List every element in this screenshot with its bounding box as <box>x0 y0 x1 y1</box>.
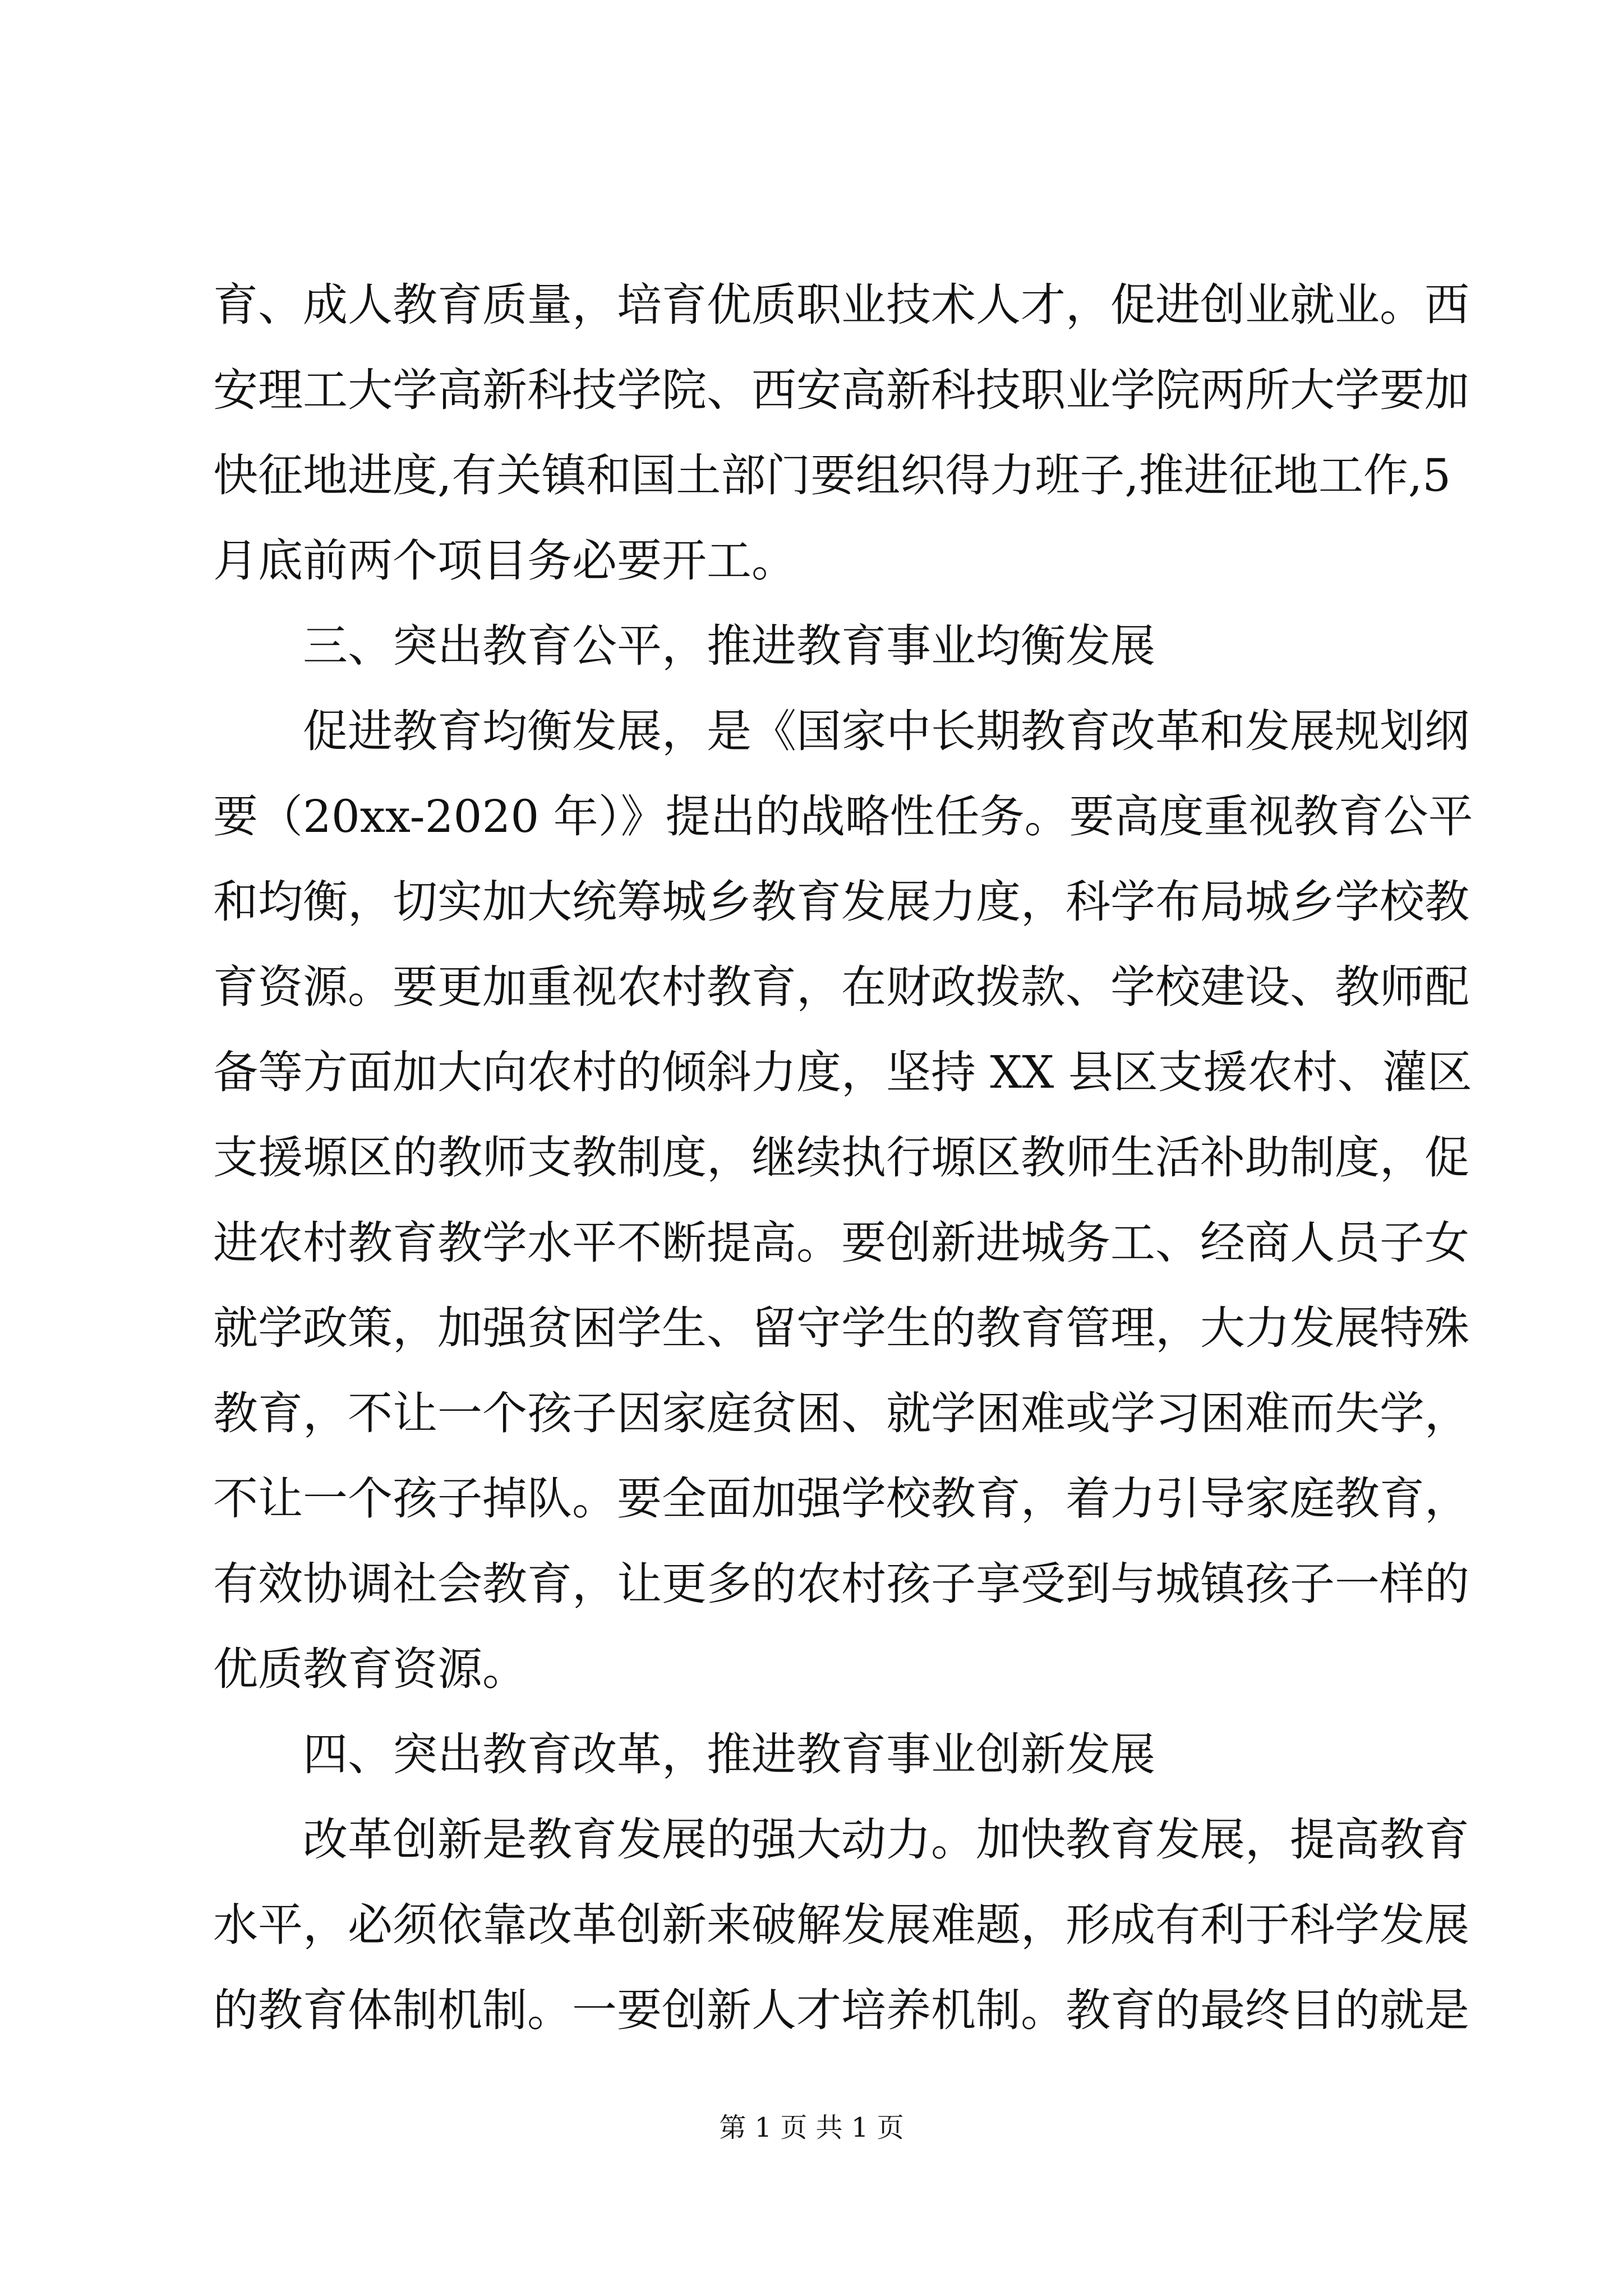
paragraph-line: 水平，必须依靠改革创新来破解发展难题，形成有利于科学发展 <box>213 1899 1469 1951</box>
paragraph-line: 支援塬区的教师支教制度，继续执行塬区教师生活补助制度，促 <box>213 1131 1469 1184</box>
paragraph-line: 备等方面加大向农村的倾斜力度，坚持 XX 县区支援农村、灌区 <box>213 1046 1472 1098</box>
paragraph-line: 育、成人教育质量，培育优质职业技术人才，促进创业就业。西 <box>213 279 1469 331</box>
paragraph-line: 就学政策，加强贫困学生、留守学生的教育管理，大力发展特殊 <box>213 1302 1469 1354</box>
paragraph-line: 改革创新是教育发展的强大动力。加快教育发展，提高教育 <box>303 1814 1469 1866</box>
paragraph-line: 和均衡，切实加大统筹城乡教育发展力度，科学布局城乡学校教 <box>213 876 1469 928</box>
paragraph-line: 有效协调社会教育，让更多的农村孩子享受到与城镇孩子一样的 <box>213 1558 1469 1610</box>
paragraph-line: 促进教育均衡发展，是《国家中长期教育改革和发展规划纲 <box>303 705 1469 757</box>
paragraph-line: 优质教育资源。 <box>213 1643 527 1695</box>
paragraph-line: 进农村教育教学水平不断提高。要创新进城务工、经商人员子女 <box>213 1217 1469 1269</box>
paragraph-line: 安理工大学高新科技学院、西安高新科技职业学院两所大学要加 <box>213 364 1469 416</box>
paragraph-line: 不让一个孩子掉队。要全面加强学校教育，着力引导家庭教育， <box>213 1473 1469 1525</box>
paragraph-line: 要（20xx-2020 年）》提出的战略性任务。要高度重视教育公平 <box>213 790 1473 843</box>
document-body <box>213 263 1473 2053</box>
paragraph-line: 月底前两个项目务必要开工。 <box>213 535 796 587</box>
page-footer: 第 1 页 共 1 页 <box>719 2112 904 2143</box>
section-heading: 四、突出教育改革，推进教育事业创新发展 <box>303 1728 1155 1780</box>
paragraph-line: 育资源。要更加重视农村教育，在财政拨款、学校建设、教师配 <box>213 961 1469 1013</box>
paragraph-line: 的教育体制机制。一要创新人才培养机制。教育的最终目的就是 <box>213 1984 1469 2036</box>
paragraph-line: 快征地进度,有关镇和国土部门要组织得力班子,推进征地工作,5 <box>213 449 1451 501</box>
paragraph-line: 教育，不让一个孩子因家庭贫困、就学困难或学习困难而失学， <box>213 1387 1469 1439</box>
section-heading: 三、突出教育公平，推进教育事业均衡发展 <box>303 620 1155 672</box>
